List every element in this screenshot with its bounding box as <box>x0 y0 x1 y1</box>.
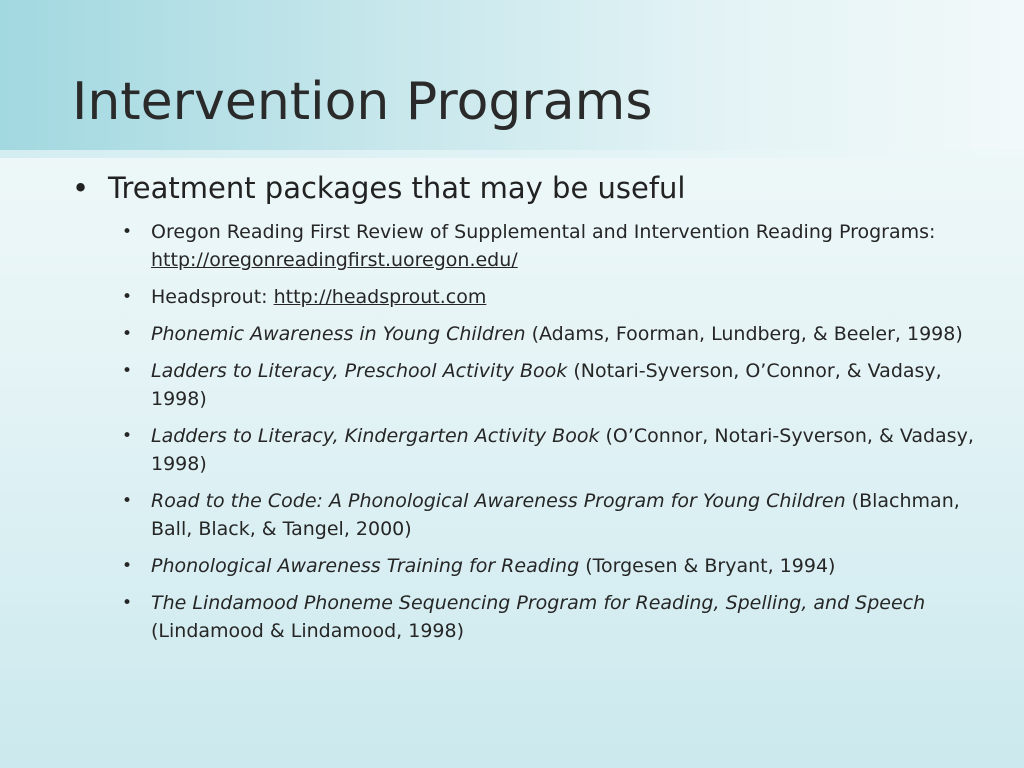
bullet-dot-icon: • <box>122 324 133 344</box>
item-title: Road to the Code: A Phonological Awareness Program for Young Children <box>151 490 846 512</box>
bullet-dot-icon: • <box>122 593 133 613</box>
item-text: Oregon Reading First Review of Supplemental and Intervention Reading Programs: <box>151 221 936 243</box>
list-item <box>122 422 982 478</box>
item-citation: (Torgesen & Bryant, 1994) <box>579 555 836 577</box>
item-citation: (Adams, Foorman, Lundberg, & Beeler, 1998) <box>525 323 963 345</box>
bullet-dot-icon: • <box>122 222 133 242</box>
list-item <box>122 218 982 274</box>
bullet-dot-icon: • <box>122 556 133 576</box>
bullet-dot-icon: • <box>122 426 133 446</box>
oregon-reading-first-link[interactable]: http://oregonreadingfirst.uoregon.edu/ <box>151 249 518 271</box>
item-citation: (Notari-Syverson, O’Connor, & Vadasy, 1998) <box>151 360 942 410</box>
sub-bullet-list <box>72 218 982 645</box>
list-item <box>122 487 982 543</box>
item-title: The Lindamood Phoneme Sequencing Program for Reading, Spelling, and Speech <box>151 592 926 614</box>
item-citation: (Blachman, Ball, Black, & Tangel, 2000) <box>151 490 960 540</box>
bullet-dot-icon: • <box>122 361 133 381</box>
bullet-dot-icon: • <box>122 287 133 307</box>
item-citation: (Lindamood & Lindamood, 1998) <box>151 620 465 642</box>
list-item <box>122 320 982 348</box>
bullet-dot-icon: • <box>72 171 90 205</box>
item-citation: (O’Connor, Notari-Syverson, & Vadasy, 1998) <box>151 425 974 475</box>
item-title: Ladders to Literacy, Preschool Activity Book <box>151 360 568 382</box>
slide-title: Intervention Programs <box>72 72 653 132</box>
list-item <box>122 552 982 580</box>
list-item <box>122 589 982 645</box>
item-title: Ladders to Literacy, Kindergarten Activity Book <box>151 425 600 447</box>
bullet-dot-icon: • <box>122 491 133 511</box>
item-title: Phonemic Awareness in Young Children <box>151 323 526 345</box>
item-title: Phonological Awareness Training for Reading <box>151 555 580 577</box>
list-item <box>122 357 982 413</box>
bullet-text: Treatment packages that may be useful <box>108 171 686 205</box>
slide-content <box>72 168 982 654</box>
headsprout-link[interactable]: http://headsprout.com <box>273 286 487 308</box>
list-item <box>122 283 982 311</box>
bullet-level-1 <box>72 168 982 208</box>
item-text: Headsprout: <box>151 286 274 308</box>
